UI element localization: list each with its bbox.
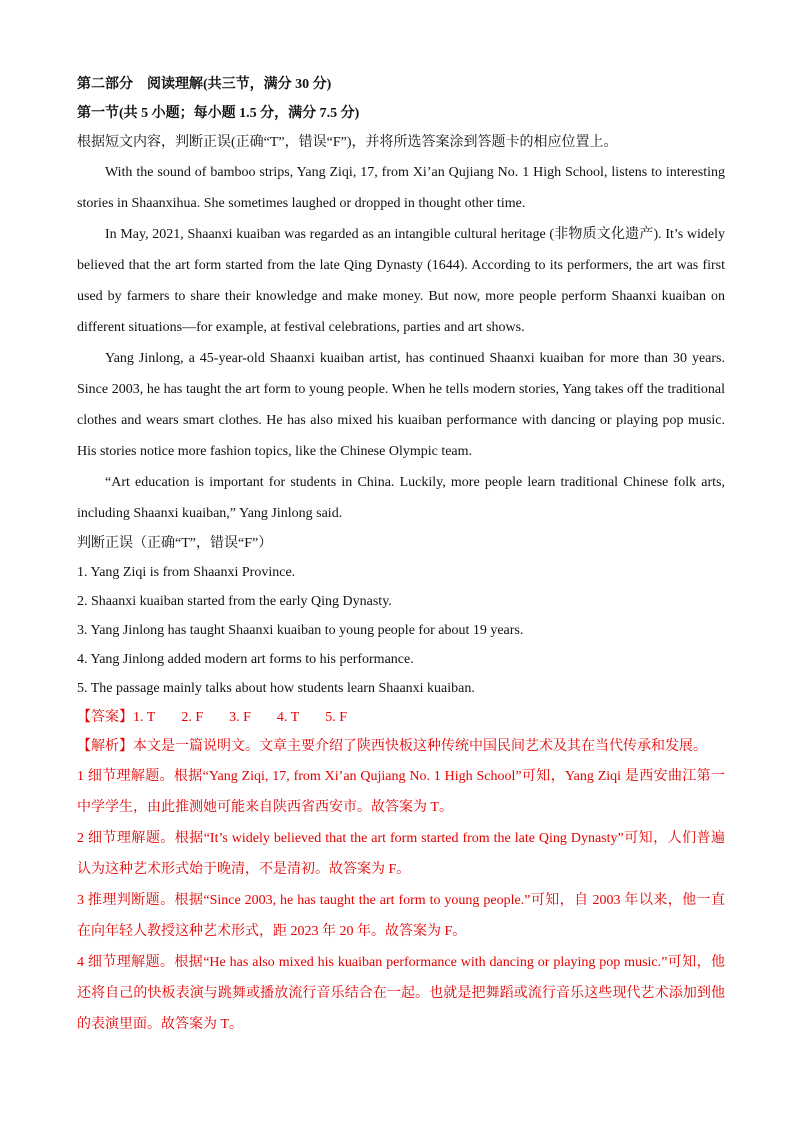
question-instruction: 判断正误（正确“T”，错误“F”） bbox=[77, 536, 273, 551]
answer-5: 5. F bbox=[325, 710, 348, 725]
answer-label: 【答案】 bbox=[77, 710, 133, 725]
answer-2: 2. F bbox=[181, 710, 204, 725]
analysis-item-1: 1 细节理解题。根据“Yang Ziqi, 17, from Xi’an Qujiang No. 1 High School”可知，Yang Ziqi 是西安曲江第一中学学生，由此推测她可能来自陕西省西安市。故答案为 T。 bbox=[77, 769, 725, 815]
passage-paragraph-2: In May, 2021, Shaanxi kuaiban was regarded as an intangible cultural heritage (非物质文化遗产). It’s widely believed that the art form started from the late Qing Dynasty (1644). According to its performers, the art was first used by farmers to share their knowledge and make money. But now, more people perform Shaanxi kuaiban on different situations—for example, at festival celebrations, parties and art shows. bbox=[77, 227, 725, 335]
analysis-item-3: 3 推理判断题。根据“Since 2003, he has taught the art form to young people.”可知，自 2003 年以来，他一直在向年轻人教授这种艺术形式，距 2023 年 20 年。故答案为 F。 bbox=[77, 893, 725, 939]
subsection-title: 第一节(共 5 小题；每小题 1.5 分，满分 7.5 分) bbox=[77, 106, 360, 121]
question-2: 2. Shaanxi kuaiban started from the early Qing Dynasty. bbox=[77, 594, 392, 609]
answer-line bbox=[77, 703, 725, 732]
analysis-intro: 【解析】本文是一篇说明文。文章主要介绍了陕西快板这种传统中国民间艺术及其在当代传承和发展。 bbox=[77, 739, 707, 754]
analysis-item-2: 2 细节理解题。根据“It’s widely believed that the art form started from the late Qing Dynasty”可知，人们普遍认为这种艺术形式始于晚清，不是清初。故答案为 F。 bbox=[77, 831, 725, 877]
answer-4: 4. T bbox=[276, 710, 300, 725]
passage-paragraph-1: With the sound of bamboo strips, Yang Ziqi, 17, from Xi’an Qujiang No. 1 High School, listens to interesting stories in Shaanxihua. She sometimes laughed or dropped in thought other time. bbox=[77, 165, 725, 211]
section-title: 第二部分 阅读理解(共三节，满分 30 分) bbox=[77, 77, 332, 92]
question-3: 3. Yang Jinlong has taught Shaanxi kuaiban to young people for about 19 years. bbox=[77, 623, 524, 638]
answer-1: 1. T bbox=[133, 710, 156, 725]
document-page bbox=[77, 70, 725, 1040]
question-4: 4. Yang Jinlong added modern art forms to his performance. bbox=[77, 652, 414, 667]
passage-paragraph-3: Yang Jinlong, a 45-year-old Shaanxi kuaiban artist, has continued Shaanxi kuaiban for more than 30 years. Since 2003, he has taught the art form to young people. When he tells modern stories, Yang takes off the traditional clothes and wears smart clothes. He has also mixed his kuaiban performance with dancing or playing pop music. His stories notice more fashion topics, like the Chinese Olympic team. bbox=[77, 351, 725, 459]
instruction: 根据短文内容，判断正误(正确“T”，错误“F”)，并将所选答案涂到答题卡的相应位置上。 bbox=[77, 135, 618, 150]
question-1: 1. Yang Ziqi is from Shaanxi Province. bbox=[77, 565, 296, 580]
passage-paragraph-4: “Art education is important for students in China. Luckily, more people learn traditional Chinese folk arts, including Shaanxi kuaiban,” Yang Jinlong said. bbox=[77, 475, 725, 521]
question-5: 5. The passage mainly talks about how students learn Shaanxi kuaiban. bbox=[77, 681, 475, 696]
answer-3: 3. F bbox=[229, 710, 251, 725]
analysis-item-4: 4 细节理解题。根据“He has also mixed his kuaiban performance with dancing or playing pop music.”可知，他还将自己的快板表演与跳舞或播放流行音乐结合在一起。也就是把舞蹈或流行音乐这些现代艺术添加到他的表演里面。故答案为 T。 bbox=[77, 955, 725, 1032]
